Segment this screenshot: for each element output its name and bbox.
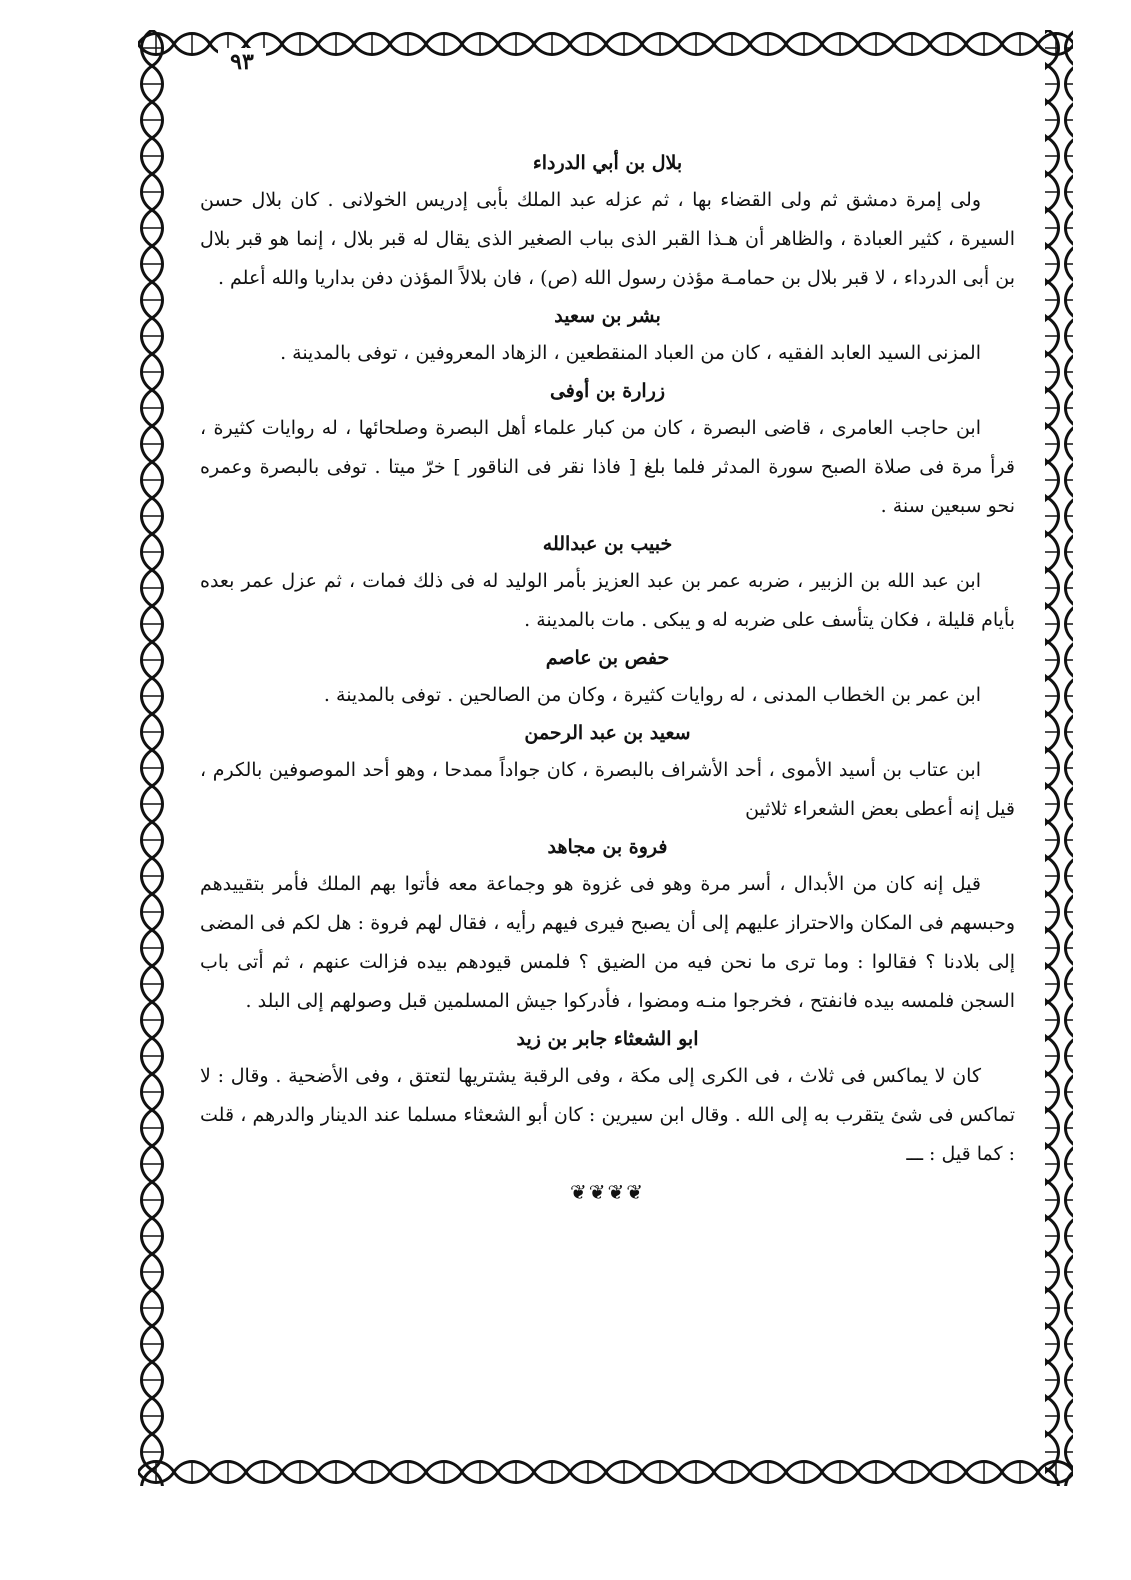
entry-zurara xyxy=(200,373,1015,526)
entry-abu-shaatha xyxy=(200,1021,1015,1174)
entry-text: ابن عتاب بن أسيد الأموى ، أحد الأشراف بالبصرة ، كان جواداً ممدحا ، وهو أحد الموصوفين بالكرم ، قيل إنه أعطى بعض الشعراء ثلاثين xyxy=(200,759,1015,820)
entry-heading: زرارة بن أوفى xyxy=(549,380,666,402)
entry-khubaib xyxy=(200,526,1015,640)
entry-hafs xyxy=(200,640,1015,715)
entry-farwa xyxy=(200,829,1015,1021)
entry-text: ابن عمر بن الخطاب المدنى ، له روايات كثيرة ، وكان من الصالحين . توفى بالمدينة . xyxy=(323,684,981,706)
entry-heading: خبيب بن عبدالله xyxy=(542,533,673,555)
entry-heading: حفص بن عاصم xyxy=(545,647,670,669)
entry-bilal xyxy=(200,145,1015,298)
entry-bishr xyxy=(200,298,1015,373)
page-number: ٩٣ xyxy=(218,48,266,76)
entry-text: ابن عبد الله بن الزبير ، ضربه عمر بن عبد العزيز بأمر الوليد له فى ذلك فمات ، ثم عزل عمر بعده بأيام قليلة ، فكان يتأسف على ضربه له و يبكى . مات بالمدينة . xyxy=(200,570,1015,631)
entry-text: ابن حاجب العامرى ، قاضى البصرة ، كان من كبار علماء أهل البصرة وصلحائها ، له روايات كثيرة ، قرأ مرة فى صلاة الصبح سورة المدثر فلما بلغ [ فاذا نقر فى الناقور ] خرّ ميتا . توفى بالبصرة وعمره نحو سبعين سنة . xyxy=(200,417,1015,517)
entry-heading: ابو الشعثاء جابر بن زيد xyxy=(516,1028,699,1050)
entry-text: كان لا يماكس فى ثلاث ، فى الكرى إلى مكة ، وفى الرقبة يشتريها لتعتق ، وفى الأضحية . وقال : لا تماكس فى شئ يتقرب به إلى الله . وقال ابن سيرين : كان أبو الشعثاء مسلما عند الدينار والدرهم ، قلت : كما قيل : ـــ xyxy=(200,1065,1015,1165)
entry-said xyxy=(200,715,1015,829)
entry-text: قيل إنه كان من الأبدال ، أسر مرة وهو فى غزوة هو وجماعة معه فأتوا بهم الملك فأمر بتقييدهم وحبسهم فى المكان والاحتراز عليهم إلى أن يصبح فيرى فيهم رأيه ، فقال لهم فروة : هل لكم فى المضى إلى بلادنا ؟ فقالوا : وما ترى ما نحن فيه من الضيق ؟ فلمس قيودهم بيده فزالت عنهم ، ثم أتى باب السجن فلمسه بيده فانفتح ، فخرجوا منـه ومضوا ، فأدركوا جيش المسلمين قبل وصولهم إلى البلد . xyxy=(200,873,1015,1012)
entry-text: ولى إمرة دمشق ثم ولى القضاء بها ، ثم عزله عبد الملك بأبى إدريس الخولانى . كان بلال حسن السيرة ، كثير العبادة ، والظاهر أن هـذا القبر الذى بباب الصغير الذى يقال له قبر بلال ، إنما هو قبر بلال بن أبى الدرداء ، لا قبر بلال بن حمامـة مؤذن رسول الله (ص) ، فان بلالاً المؤذن دفن بداريا والله أعلم . xyxy=(200,189,1015,289)
entry-heading: بلال بن أبي الدرداء xyxy=(532,152,683,174)
entry-heading: سعيد بن عبد الرحمن xyxy=(524,722,691,744)
entry-text: المزنى السيد العابد الفقيه ، كان من العباد المنقطعين ، الزهاد المعروفين ، توفى بالمدينة . xyxy=(280,342,981,364)
entry-heading: بشر بن سعيد xyxy=(554,305,661,327)
end-ornament: ❦❦❦❦ xyxy=(569,1180,646,1204)
entry-heading: فروة بن مجاهد xyxy=(547,836,668,858)
page-content xyxy=(200,145,1015,1415)
